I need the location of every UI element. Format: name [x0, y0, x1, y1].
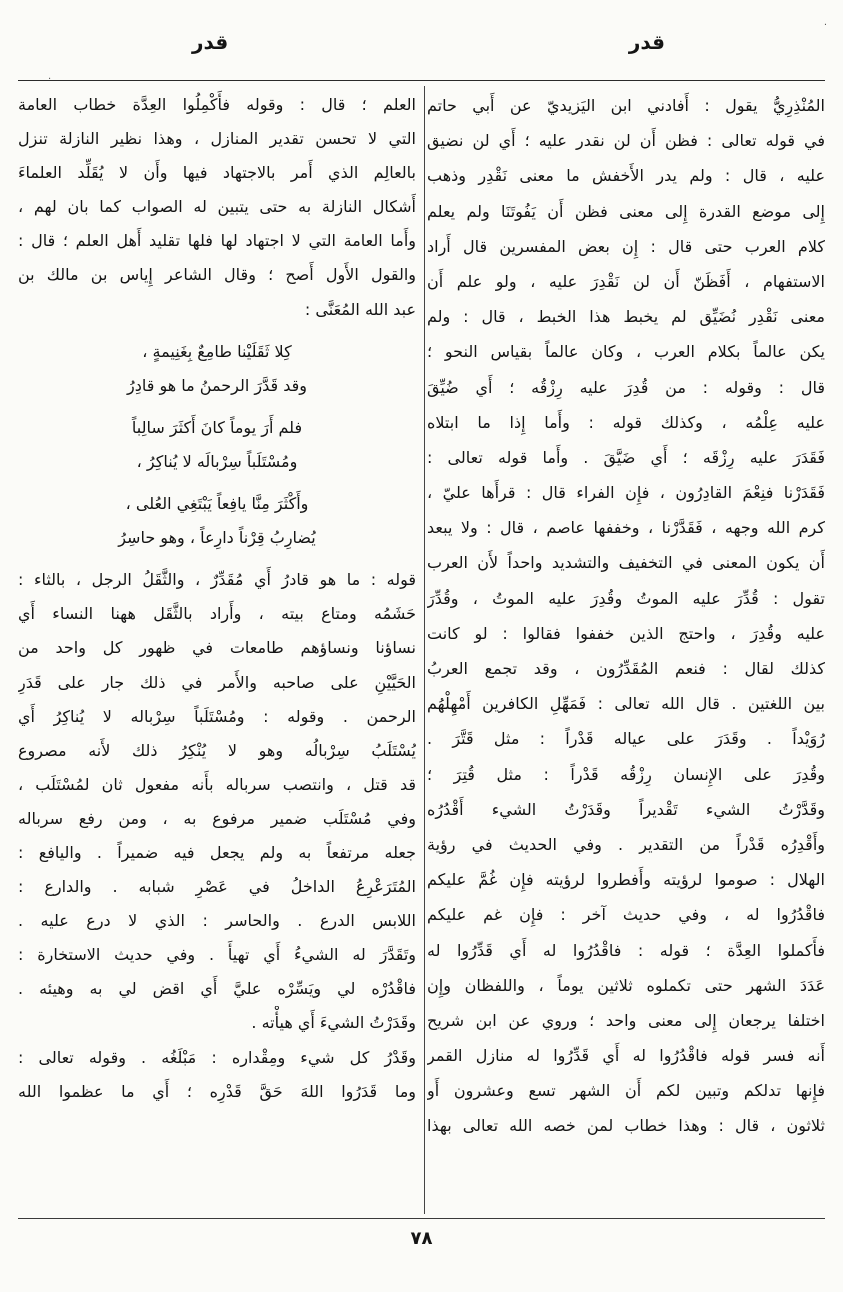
text-line: كرم الله وجهه ، فَقَدَّرْنا ، وخففها عاصم ، قال : ولا يبعد	[427, 518, 825, 538]
verse-spacer	[18, 403, 416, 411]
text-line: فاقْدُرُوا له ، وفي حديث آخر : فإِن غم عليكم	[427, 905, 825, 925]
text-line: وقَدَّرْتُ الشيء تَقْديراً وقَدَرْتُ الشيء أَقْدُرُه	[427, 799, 825, 819]
verse-spacer	[18, 555, 416, 563]
text-line: معنى نَقْدِر نُضَيِّق لم يخبط هذا الخبط ، قال : ولم	[427, 307, 825, 327]
text-line: وقَدْرُ كل شيء ومِقْداره : مَبْلَغُه . وقوله تعالى :	[18, 1047, 416, 1067]
right-column	[427, 88, 825, 1144]
text-line: الهلال : صوموا لرؤيته وأَفطروا لرؤيته فإِن غُمَّ عليكم	[427, 870, 825, 890]
verse-line: ومُسْتَلَباً سِرْبالَه لا يُناكِرُ ،	[136, 451, 298, 471]
text-line: الاستفهام ، أَفَظَنّ أَن لن نَقْدِرَ عليه ، ولو علم أَن	[427, 271, 825, 291]
column-divider	[424, 86, 425, 1214]
text-line: اللابس الدرع . والحاسر : الذي لا درع عليه .	[18, 911, 416, 931]
text-line: بالعالِم الذي أَمر بالاجتهاد فيها وأَن لا يُقَلِّد العلماءَ	[18, 163, 416, 183]
text-line: فَقَدَرْنا فنِعْمَ القادِرُون ، فإِن الفراء قال : قرأَها عليّ ،	[427, 483, 825, 503]
page-speck: ·	[48, 74, 52, 85]
text-line: عليه عِلْمُه ، وكذلك قوله : وأَما إِذا ما ابتلاه	[427, 412, 825, 432]
running-head-left: قدر	[192, 30, 229, 54]
text-line: رُوَيْداً . وقَدَرَ على عياله قَدْراً : مثل قَتَّرَ .	[427, 729, 825, 749]
text-line: في قوله تعالى : فظن أَن لن نقدر عليه ؛ أَي لن نضيق	[427, 131, 825, 151]
text-line: عليه ، قال : ولم يدر الأَخفش ما معنى نَقْدِر وذهب	[427, 166, 825, 186]
header-rule	[18, 80, 825, 81]
text-line: عبد الله المُعَنَّى :	[304, 299, 416, 319]
text-line: فأَكملوا العِدَّة ؛ قوله : فاقْدُرُوا له أَي قَدِّرُوا له	[427, 940, 825, 960]
text-line: التي لا تحسن تقدير المنازل ، وهذا نظير النازلة تنزل	[18, 129, 416, 149]
footer-rule	[18, 1218, 825, 1219]
verse-line: وقد قَدَّرَ الرحمنُ ما هو قادِرُ	[127, 375, 307, 395]
text-line: نساؤنا ونساؤهم طامعات في ظهور كل واحد من	[18, 638, 416, 658]
text-line: إِلى موضع القدرة إِلى معنى فظن أَن يَفُوتَنَا ولم يعلم	[427, 201, 825, 221]
text-line: جعله مرتفعاً به ولم يجعل فيه ضميراً . واليافع :	[18, 842, 416, 862]
text-line: الحَيَّيْنِ على صاحبه والأَمر في ذلك جار على قَدَرِ	[18, 672, 416, 692]
text-line: يُسْتَلَبُ سِرْبالُه وهو لا يُنْكِرُ ذلك لأَنه مصروع	[18, 740, 416, 760]
text-line: فَقَدَرَ عليه رِزْقَه ؛ أَي ضَيَّقَ . وأَما قوله تعالى :	[427, 447, 825, 467]
text-line: وأَما العامة التي لا اجتهاد لها فلها تقليد أَهل العلم ؛ قال :	[18, 231, 416, 251]
text-line: عَدَدَ الشهر حتى تكملوه ثلاثين يوماً ، واللفظان وإِن	[427, 975, 825, 995]
running-head-right: قدر	[628, 30, 665, 54]
text-line: حَشَمُه ومتاع بيته ، وأَراد بالثَّقَل ههنا النساء أَي	[18, 604, 416, 624]
text-line: كذلك لقال : فنعم المُقَدِّرُون ، وقد تجمع العربُ	[427, 659, 825, 678]
verse-spacer	[18, 479, 416, 487]
text-line: يكن عالماً بكلام العرب ، وكان عالماً بقياس النحو ؛	[427, 342, 825, 362]
text-line: بين اللغتين . قال الله تعالى : فَمَهِّلِ الكافرين أَمْهِلْهُم	[427, 694, 825, 714]
text-line: والقول الأَول أَصح ؛ وقال الشاعر إِياس بن مالك بن	[18, 265, 416, 285]
text-line: قوله : ما هو قادرُ أَي مُقَدِّرٌ ، والثَّقَلُ الرجل ، بالثاء :	[18, 570, 416, 590]
text-line: وفي مُسْتَلَب ضمير مرفوع به ، ومن رفع سرباله	[18, 808, 416, 828]
verse-spacer	[18, 327, 416, 335]
text-line: المُنْذِرِيُّ يقول : أَفادني ابن اليَزيديّ عن أَبي حاتم	[427, 96, 825, 115]
text-line: فاقْدُرْه لي ويَسِّرْه عليَّ أَي اقض لي به وهيئه .	[18, 979, 416, 999]
text-line: أَنه فسر قوله فاقْدُرُوا له أَي قَدِّرُوا له منازل القمر	[427, 1046, 825, 1066]
page-speck: ·	[823, 20, 827, 31]
text-line: أَن يكون المعنى في التخفيف والتشديد واحداً لأَن العرب	[427, 553, 825, 573]
text-line: فإِنها تدلكم وتبين لكم أَن الشهر تسع وعشرون أَو	[427, 1081, 825, 1101]
text-line: وأَقْدِرُه قَدْراً من التقدير . وفي الحديث في رؤية	[427, 834, 825, 854]
text-line: وما قَدَرُوا اللهَ حَقَّ قَدْرِه ؛ أَي ما عظموا الله	[18, 1081, 416, 1101]
text-line: أَشكال النازلة به حتى يتبين له الصواب كما بان لهم ،	[18, 197, 416, 217]
text-line: قد قتل ، وانتصب سرباله بأَنه مفعول ثان لمُسْتَلَب ،	[18, 774, 416, 794]
text-line: الرحمن . وقوله : ومُسْتَلَباً سِرْباله لا يُناكِرُ أَي	[18, 706, 416, 726]
text-line: ثلاثون ، قال : وهذا خطاب لمن خصه الله تعالى بهذا	[427, 1116, 825, 1136]
text-line: العلم ؛ قال : وقوله فأَكْمِلُوا العِدَّة خطاب العامة	[18, 95, 416, 114]
text-line: قال : وقوله : من قُدِرَ عليه رِزْقُه ؛ أَي ضُيِّقَ	[427, 377, 825, 397]
text-line: وقُدِرَ على الإِنسان رِزْقُه قَدْراً : مثل قُتِرَ ؛	[427, 764, 825, 784]
left-column	[18, 88, 416, 1109]
text-line: المُتَرَعْرِعُ الداخلُ في عَصْرِ شبابه . والدارع :	[18, 877, 416, 897]
verse-line: وأَكْثَرَ مِنَّا يافِعاً يَبْتَغِي العُلى ،	[125, 494, 309, 514]
verse-line: فلم أَرَ يوماً كانَ أَكثَرَ سالِباً	[131, 417, 303, 437]
text-line: اختلفا يرجعان إِلى معنى واحد ؛ وروي عن ابن شريح	[427, 1010, 825, 1030]
text-line: وتَقَدَّرَ له الشيءُ أَي تهيأَ . وفي حديث الاستخارة :	[18, 945, 416, 965]
text-line: وقَدَرْتُ الشيءَ أَي هيأْته .	[251, 1013, 416, 1033]
page-number: ٧٨	[410, 1228, 433, 1249]
text-line: عليه وقُدِرَ ، واحتج الذين خففوا فقالوا : لو كانت	[427, 623, 825, 643]
text-line: كلام العرب حتى قال : إِن بعض المفسرين قال أَراد	[427, 236, 825, 256]
verse-line: كِلا ثَقَلَيْنا طامِعٌ بِغَنِيمةٍ ،	[142, 341, 292, 361]
verse-line: يُضارِبُ قِرْناً دارِعاً ، وهو حاسِرُ	[118, 528, 316, 548]
text-line: تقول : قُدِّرَ عليه الموتُ وقُدِرَ عليه الموتُ ، وقُدِّرَ	[427, 588, 825, 608]
